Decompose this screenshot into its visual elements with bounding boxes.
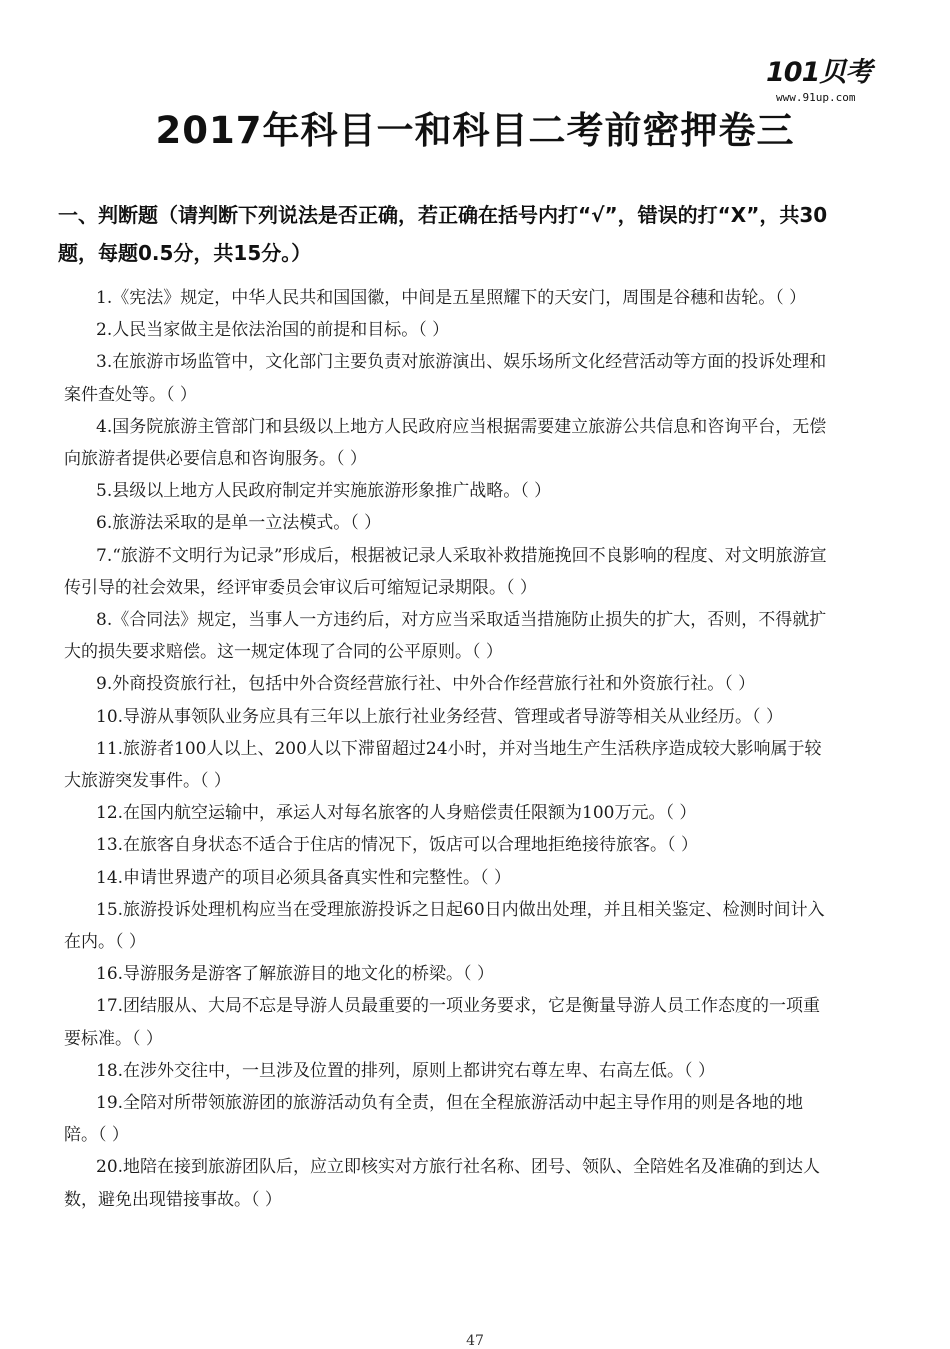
question-item: 7.“旅游不文明行为记录”形成后，根据被记录人采取补救措施挽回不良影响的程度、对文明旅游宣传引导的社会效果，经评审委员会审议后可缩短记录期限。（ ） — [64, 545, 827, 598]
question-item: 15.旅游投诉处理机构应当在受理旅游投诉之日起60日内做出处理，并且相关鉴定、检测时间计入在内。（ ） — [64, 899, 825, 953]
question-item: 3.在旅游市场监管中，文化部门主要负责对旅游演出、娱乐场所文化经营活动等方面的投诉处理和案件查处等。（ ） — [64, 352, 827, 405]
question-item: 11.旅游者100人以上、200人以下滞留超过24小时，并对当地生产生活秩序造成较大影响属于较大旅游突发事件。（ ） — [64, 738, 822, 792]
question-item: 10.导游从事领队业务应具有三年以上旅行社业务经营、管理或者导游等相关从业经历。（ ） — [96, 706, 783, 727]
question-item: 19.全陪对所带领旅游团的旅游活动负有全责，但在全程旅游活动中起主导作用的则是各地的地陪。（ ） — [64, 1093, 804, 1146]
question-item: 4.国务院旅游主管部门和县级以上地方人民政府应当根据需要建立旅游公共信息和咨询平台，无偿向旅游者提供必要信息和咨询服务。（ ） — [64, 416, 827, 470]
question-item: 1.《宪法》规定，中华人民共和国国徽，中间是五星照耀下的天安门，周围是谷穗和齿轮。（ ） — [96, 288, 807, 308]
brand-logo — [766, 50, 896, 104]
question-item: 2.人民当家做主是依法治国的前提和目标。（ ） — [96, 320, 450, 341]
question-item: 20.地陪在接到旅游团队后，应立即核实对方旅行社名称、团号、领队、全陪姓名及准确的到达人数，避免出现错接事故。（ ） — [64, 1157, 821, 1210]
question-item: 17.团结服从、大局不忘是导游人员最重要的一项业务要求，它是衡量导游人员工作态度的一项重要标准。（ ） — [64, 996, 821, 1049]
logo-mark: 101贝考 — [766, 57, 872, 88]
question-item: 14.申请世界遗产的项目必须具备真实性和完整性。（ ） — [96, 867, 511, 888]
section-heading: 一、判断题（请判断下列说法是否正确，若正确在括号内打“√”，错误的打“X”，共30题，每题0.5分，共15分。） — [58, 203, 828, 265]
logo-url: www.91up.com — [776, 91, 856, 104]
question-list — [64, 282, 834, 1216]
question-item: 6.旅游法采取的是单一立法模式。（ ） — [96, 513, 382, 534]
question-item: 18.在涉外交往中，一旦涉及位置的排列，原则上都讲究右尊左卑、右高左低。（ ） — [96, 1060, 715, 1081]
question-item: 5.县级以上地方人民政府制定并实施旅游形象推广战略。（ ） — [96, 481, 552, 502]
question-item: 8.《合同法》规定，当事人一方违约后，对方应当采取适当措施防止损失的扩大，否则，不得就扩大的损失要求赔偿。这一规定体现了合同的公平原则。（ ） — [64, 610, 827, 663]
question-item: 13.在旅客自身状态不适合于住店的情况下，饭店可以合理地拒绝接待旅客。（ ） — [96, 835, 698, 856]
question-item: 9.外商投资旅行社，包括中外合资经营旅行社、中外合作经营旅行社和外资旅行社。（ ） — [96, 674, 756, 695]
page-title: 2017年科目一和科目二考前密押卷三 — [155, 109, 795, 152]
question-item: 12.在国内航空运输中，承运人对每名旅客的人身赔偿责任限额为100万元。（ ） — [96, 803, 697, 824]
page-number: 47 — [466, 1333, 484, 1349]
question-item: 16.导游服务是游客了解旅游目的地文化的桥梁。（ ） — [96, 964, 494, 985]
